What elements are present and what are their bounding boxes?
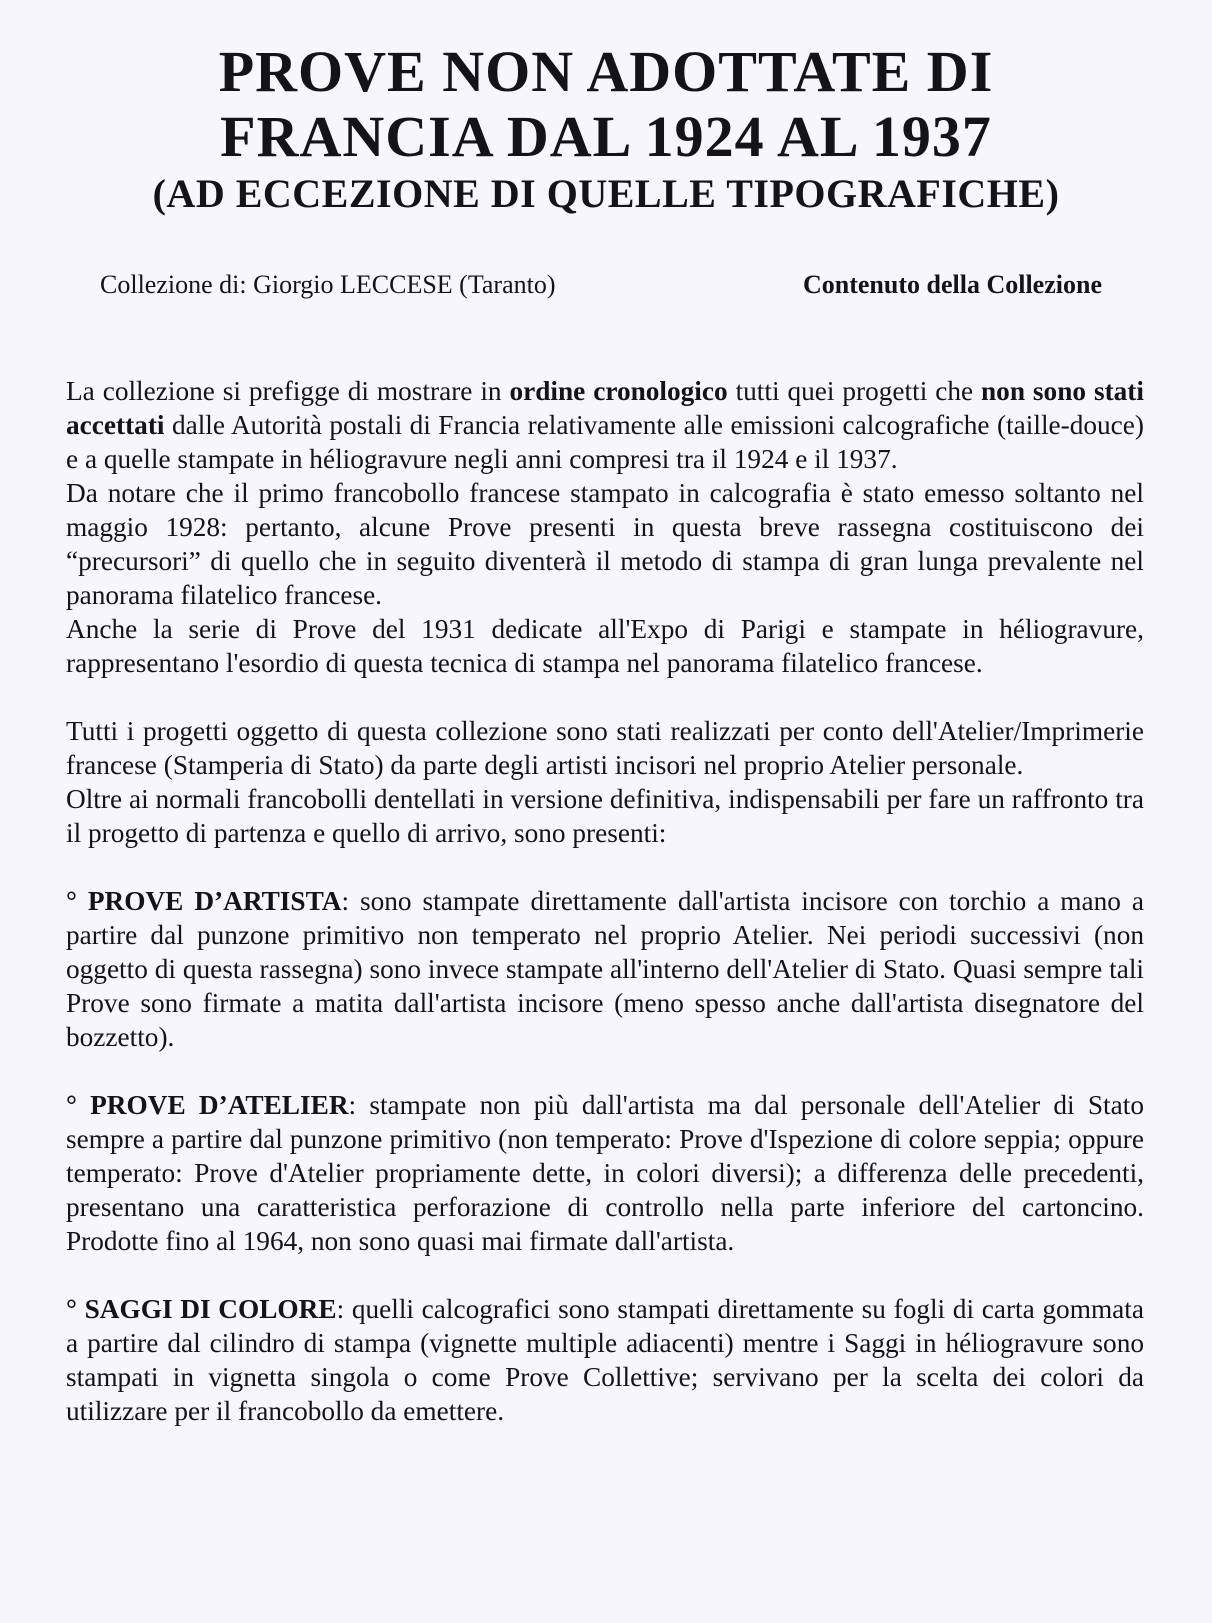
item-artist-proofs — [66, 884, 1144, 1054]
item-heading: ° PROVE D’ARTISTA — [66, 886, 342, 916]
intro-bold-chronological: ordine cronologico — [509, 376, 728, 406]
title-line-1: PROVE NON ADOTTATE DI — [218, 39, 994, 104]
collection-meta — [100, 270, 1102, 300]
intro-text: La collezione si prefigge di mostrare in — [66, 376, 510, 406]
item-heading: ° SAGGI DI COLORE — [66, 1294, 337, 1324]
intro-paragraph-3: Anche la serie di Prove del 1931 dedicate all'Expo di Parigi e stampate in héliogravure, rappresentano l'esordio di questa tecnica di stampa nel panorama filatelico francese. — [66, 614, 1144, 678]
spacer — [66, 850, 1144, 884]
item-atelier-proofs — [66, 1088, 1144, 1258]
intro-paragraph-1 — [66, 374, 1144, 476]
item-color-essays — [66, 1292, 1144, 1428]
intro-text: tutti quei progetti che — [727, 376, 981, 406]
spacer — [66, 1054, 1144, 1088]
intro-bold-not-accepted: non sono stati accettati — [66, 376, 1144, 440]
collector-line: Collezione di: Giorgio LECCESE (Taranto) — [100, 270, 556, 299]
item-text: : sono stampate direttamente dall'artista incisore con torchio a mano a partire dal punzone primitivo non temperato nel proprio Atelier. Nei periodi successivi (non oggetto di questa rassegna) sono invece stampate all'interno dell'Atelier di Stato. Quasi sempre tali Prove sono firmate a matita dall'artista incisore (meno spesso anche dall'artista disegnatore del bozzetto). — [66, 886, 1144, 1052]
document-body — [66, 374, 1144, 1428]
spacer — [66, 1258, 1144, 1292]
intro-paragraph-2: Da notare che il primo francobollo francese stampato in calcografia è stato emesso soltanto nel maggio 1928: pertanto, alcune Prove presenti in questa breve rassegna costituiscono dei “precursori” di quello che in seguito diventerà il metodo di stampa di gran lunga prevalente nel panorama filatelico francese. — [66, 478, 1144, 610]
title-line-2: FRANCIA DAL 1924 AL 1937 — [220, 103, 992, 169]
spacer — [66, 680, 1144, 714]
contents-label: Contenuto della Collezione — [803, 270, 1102, 299]
subtitle: (AD ECCEZIONE DI QUELLE TIPOGRAFICHE) — [152, 170, 1060, 216]
intro-text: dalle Autorità postali di Francia relativamente alle emissioni calcografiche (taille-douce) e a quelle stampate in héliogravure negli anni compresi tra il 1924 e il 1937. — [66, 410, 1144, 474]
intro-paragraph-5: Oltre ai normali francobolli dentellati in versione definitiva, indispensabili per fare un raffronto tra il progetto di partenza e quello di arrivo, sono presenti: — [66, 784, 1144, 848]
item-heading: ° PROVE D’ATELIER — [66, 1090, 349, 1120]
item-text: : quelli calcografici sono stampati direttamente su fogli di carta gommata a partire dal cilindro di stampa (vignette multiple adiacenti) mentre i Saggi in héliogravure sono stampati in vignetta singola o come Prove Collettive; servivano per la scelta dei colori da utilizzare per il francobollo da emettere. — [66, 1294, 1144, 1426]
document-title — [0, 40, 1212, 217]
item-text: : stampate non più dall'artista ma dal personale dell'Atelier di Stato sempre a partire dal punzone primitivo (non temperato: Prove d'Ispezione di colore seppia; oppure temperato: Prove d'Atelier propriamente dette, in colori diversi); a differenza delle precedenti, presentano una caratteristica perforazione di controllo nella parte inferiore del cartoncino. Prodotte fino al 1964, non sono quasi mai firmate dall'artista. — [66, 1090, 1144, 1256]
intro-paragraph-4: Tutti i progetti oggetto di questa collezione sono stati realizzati per conto dell'Atelier/Imprimerie francese (Stamperia di Stato) da parte degli artisti incisori nel proprio Atelier personale. — [66, 716, 1144, 780]
